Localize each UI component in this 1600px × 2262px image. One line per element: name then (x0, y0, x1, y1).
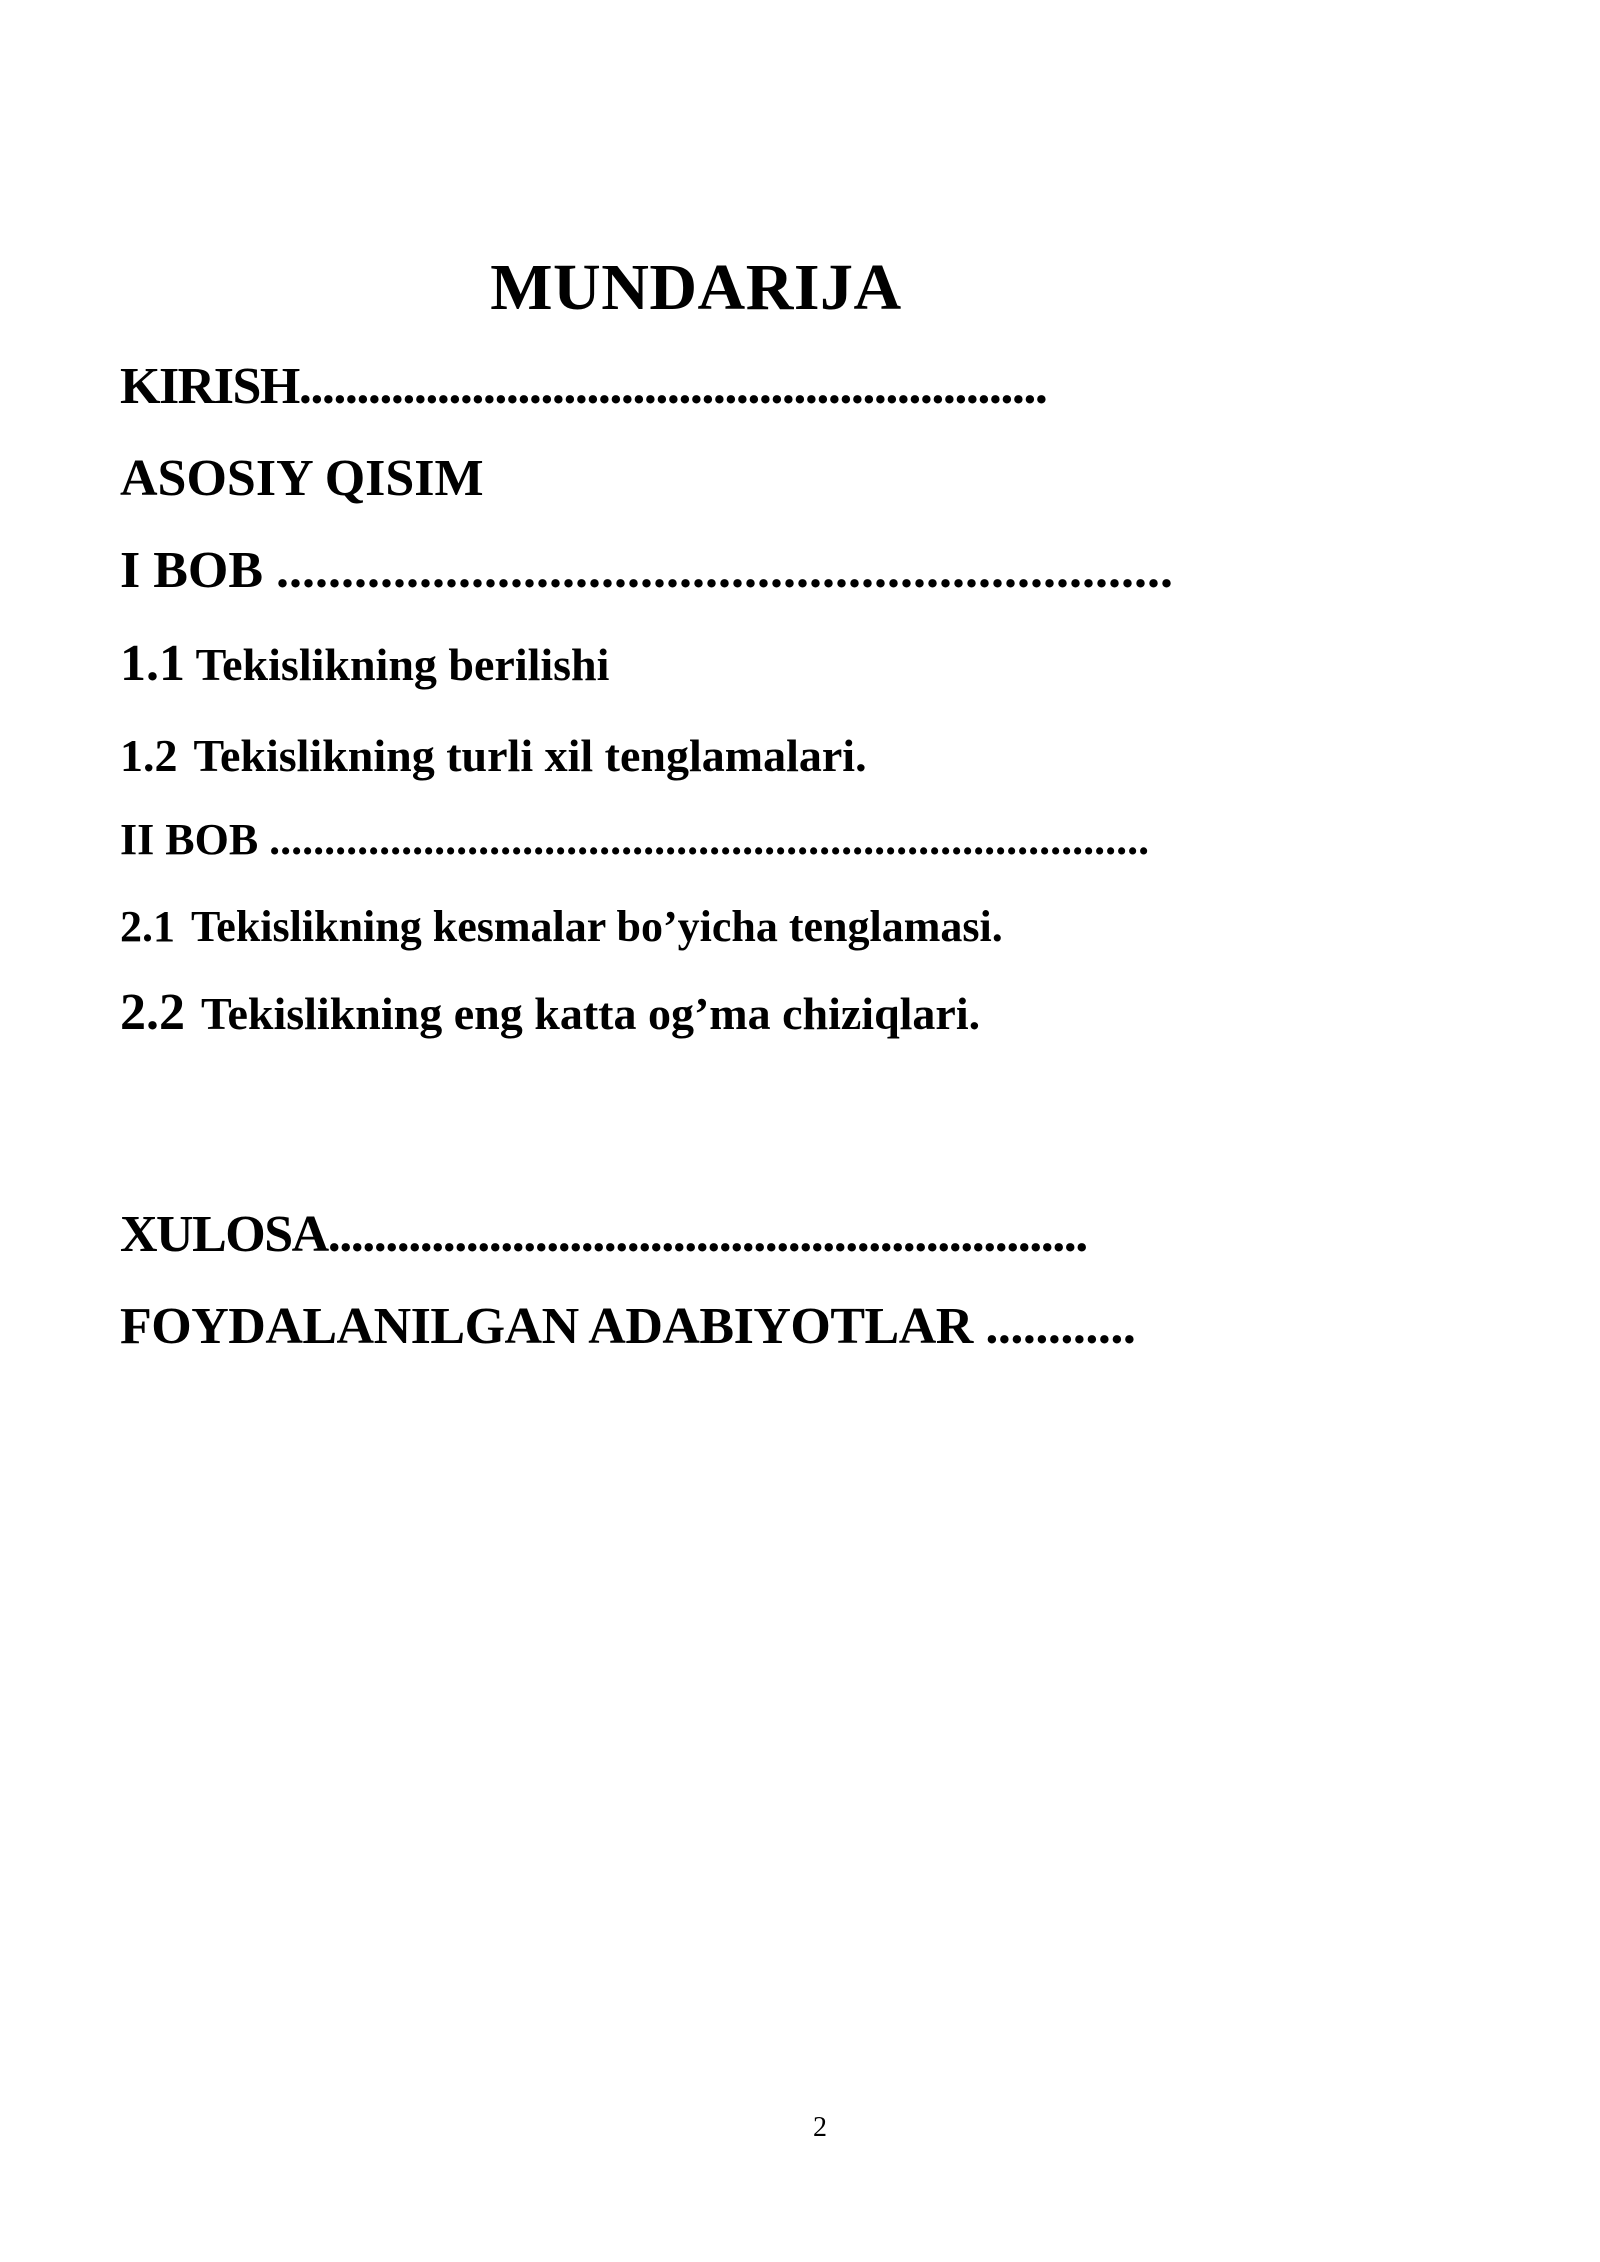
toc-entry-kirish: KIRISH................................................................. (120, 358, 1047, 415)
toc-entry-label: Tekislikning turli xil tenglamalari. (193, 730, 867, 781)
toc-entry-xulosa: XULOSA.................................................................. (120, 1206, 1087, 1263)
toc-entry-foydalanilgan-adabiyotlar: FOYDALANILGAN ADABIYOTLAR ............ (120, 1298, 1136, 1355)
page-number: 2 (813, 2112, 827, 2143)
toc-entry-2-1 (120, 896, 1003, 958)
toc-entry-1-2 (120, 724, 867, 788)
toc-entry-1-1 (120, 632, 609, 697)
toc-entry-number: 2.2 (120, 984, 185, 1041)
toc-entry-i-bob: I BOB ..................................................................... (120, 542, 1174, 599)
toc-entry-number: 1.2 (120, 730, 178, 781)
page-title: MUNDARIJA (490, 251, 902, 324)
toc-entry-number: 2.1 (120, 902, 175, 951)
toc-entry-2-2 (120, 980, 980, 1047)
toc-entry-label: Tekislikning kesmalar bo’yicha tenglamasi. (191, 902, 1003, 951)
toc-entry-number: 1.1 (120, 635, 185, 692)
toc-entry-label: Tekislikning eng katta og’ma chiziqlari. (201, 988, 981, 1039)
toc-entry-ii-bob: II BOB ................................................................................ (120, 815, 1150, 864)
toc-entry-asosiy-qisim: ASOSIY QISIM (120, 450, 484, 507)
toc-entry-label: Tekislikning berilishi (195, 639, 610, 690)
